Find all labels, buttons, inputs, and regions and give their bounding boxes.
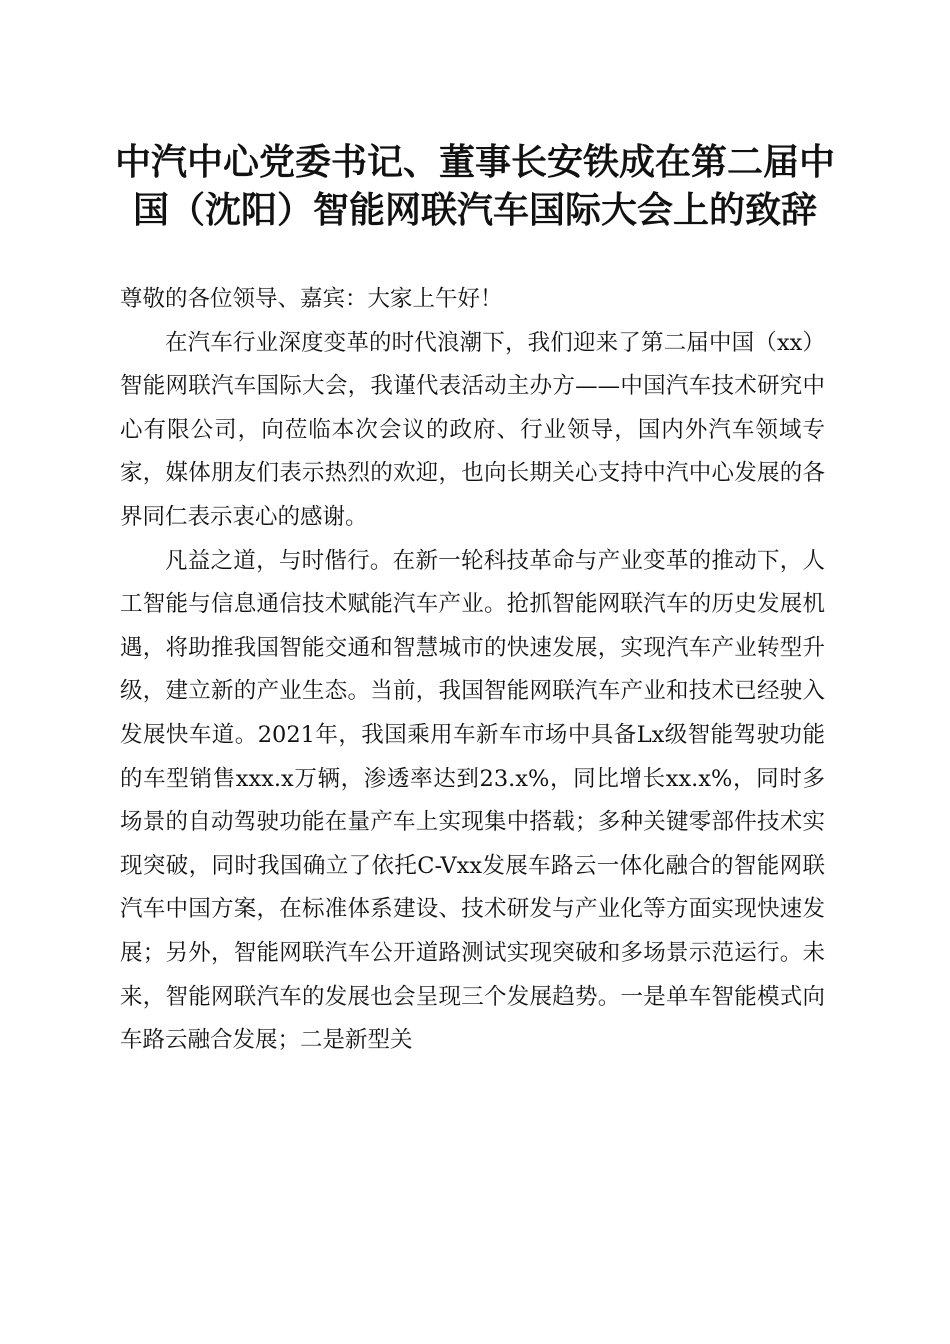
salutation: 尊敬的各位领导、嘉宾：大家上午好！ (120, 286, 503, 312)
document-title: 中汽中心党委书记、董事长安铁成在第二届中国（沈阳）智能网联汽车国际大会上的致辞 (114, 141, 835, 231)
paragraph: 凡益之道，与时偕行。在新一轮科技革命与产业变革的推动下，人工智能与信息通信技术赋能汽车产业。抢抓智能网联汽车的历史发展机遇，将助推我国智能交通和智慧城市的快速发展，实现汽车产业转型升级，建立新的产业生态。当前，我国智能网联汽车产业和技术已经驶入发展快车道。2021年，我国乘用车新车市场中具备Lx级智能驾驶功能的车型销售xxx.x万辆，渗透率达到23.x%，同比增长xx.x%，同时多场景的自动驾驶功能在量产车上实现集中搭载；多种关键零部件技术实现突破，同时我国确立了依托C-Vxx发展车路云一体化融合的智能网联汽车中国方案，在标准体系建设、技术研发与产业化等方面实现快速发展；另外，智能网联汽车公开道路测试实现突破和多场景示范运行。未来，智能网联汽车的发展也会呈现三个发展趋势。一是单车智能模式向车路云融合发展；二是新型关 (120, 547, 825, 1054)
paragraph: 在汽车行业深度变革的时代浪潮下，我们迎来了第二届中国（xx）智能网联汽车国际大会，我谨代表活动主办方——中国汽车技术研究中心有限公司，向莅临本次会议的政府、行业领导，国内外汽车领域专家，媒体朋友们表示热烈的欢迎，也向长期关心支持中汽中心发展的各界同仁表示衷心的感谢。 (120, 329, 825, 530)
document-body (120, 278, 825, 1063)
